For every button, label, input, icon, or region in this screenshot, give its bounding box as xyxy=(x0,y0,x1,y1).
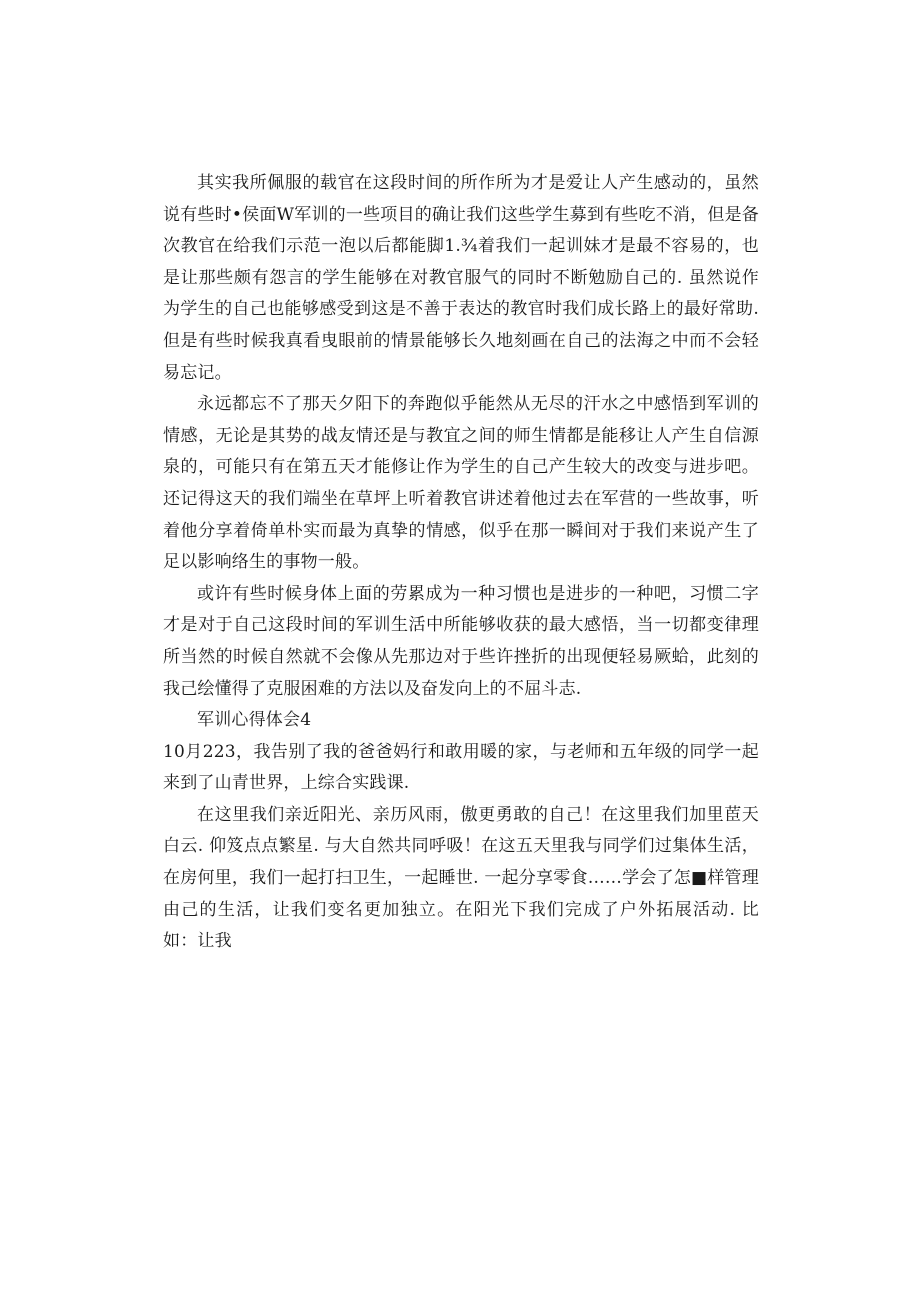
text-line: 在这里我们亲近阳光、亲历风雨，傲更勇敢的自己！在这里我们加里茞天白云. 仰笈 xyxy=(163,804,759,857)
text-line: 第五天才能修让作为学生的自己产生较大的改变与进步吧。还记得这天的我们端坐在草 xyxy=(163,457,759,509)
text-line: 法以及奋发向上的不屈斗志. xyxy=(369,678,582,699)
text-line: 10月223，我告别了我的爸爸妈行和敢用暖的家，与老师和五年级的同学一起来到了 xyxy=(163,741,759,794)
document-body xyxy=(163,168,759,958)
paragraph-5 xyxy=(163,737,759,800)
paragraph-3 xyxy=(163,579,759,705)
text-line: 山青世界，上综合实践课. xyxy=(214,773,410,794)
paragraph-6 xyxy=(163,800,759,958)
paragraph-2 xyxy=(163,389,759,579)
text-line: 范一泡以后都能脚1.¾着我们一起训妹才是最不容易的，也是让那些颇有怨言的学生能够 xyxy=(163,236,759,288)
text-line: 点点繁星. 与大自然共同呼吸！在这五天里我与同学们过集体生活，在房何里，我们一起 xyxy=(163,836,759,889)
heading-text: 军训心得体会4 xyxy=(197,710,312,731)
text-line: 打扫卫生，一起睡世. 一起分享零食……学会了怎■样管理由己的生活，让我们变名更加 xyxy=(163,868,759,920)
text-line: 就不会像从先那边对于些许挫折的出现便轻易厥蛤，此刻的我己绘懂得了克服困难的方 xyxy=(163,646,759,699)
section-heading xyxy=(163,705,759,737)
text-line: 其实我所佩服的载官在这段时间的所作所为才是爱让人产生感动的，虽然说有些时• xyxy=(163,173,759,225)
text-line: 在对教官服气的同时不断勉励自己的. 虽然说作为学生的自己也能够感受到这是不善于 xyxy=(163,267,759,320)
paragraph-1 xyxy=(163,168,759,389)
text-line: 侯面W军训的一些项目的确让我们这些学生募到有些吃不消，但是备次教官在给我们示 xyxy=(163,204,759,257)
text-line: 永远都忘不了那天夕阳下的奔跑似乎能然从无尽的汗水之中感悟到军训的情感，无 xyxy=(163,394,759,446)
text-line: 坪上听着教官讲述着他过去在军营的一些故事，听着他分享着倚单朴实而最为真挚的情 xyxy=(163,488,759,541)
text-line: 独立。在阳光下我们完成了户外拓展活动. 比如：让我 xyxy=(163,899,759,952)
text-line: 自己这段时间的军训生活中所能够收获的最大感悟，当一切都变律理所当然的时候自然 xyxy=(163,615,759,667)
text-line: 刻画在自己的法海之中而不会轻易忘记。 xyxy=(163,330,759,383)
text-line: 或许有些时候身体上面的劳累成为一种习惯也是进步的一种吧，习惯二字才是对于 xyxy=(163,583,759,636)
text-line: 感，似乎在那一瞬间对于我们来说产生了足以影响络生的事物一般。 xyxy=(163,520,759,573)
text-line: 表达的教官时我们成长路上的最好常助. 但是有些时候我真看曳眼前的情景能够长久地 xyxy=(163,299,759,351)
text-line: 论是其势的战友情还是与教宜之间的师生情都是能移让人产生自信源泉的，可能只有在 xyxy=(163,425,759,478)
